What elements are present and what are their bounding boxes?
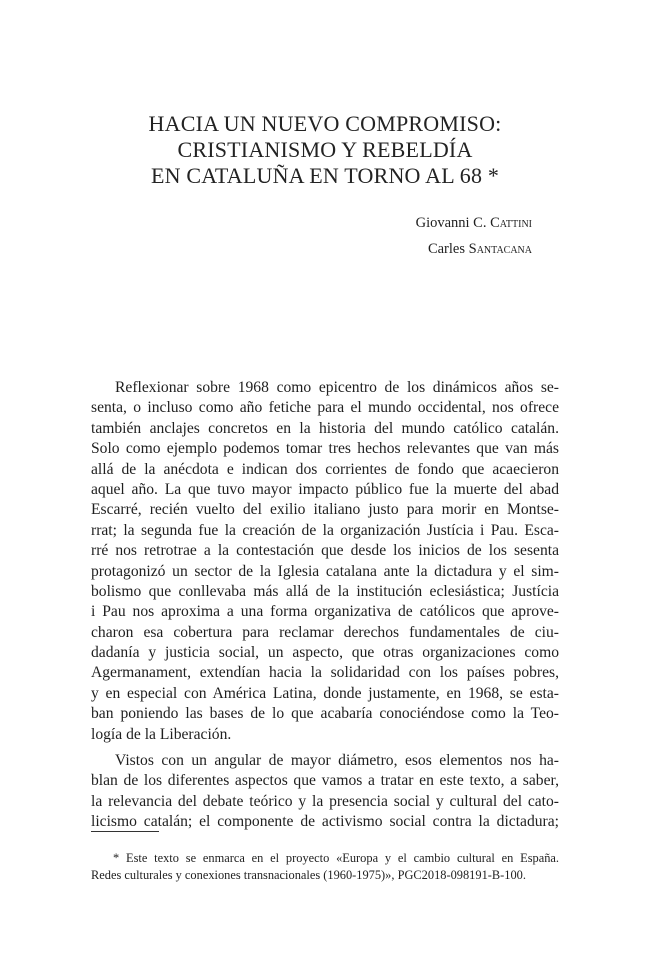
text-line: Agermanament, extendían hacia la solidaridad con los países pobres,: [91, 664, 559, 682]
title-line: CRISTIANISMO Y REBELDÍA: [177, 137, 473, 162]
text-line: la relevancia del debate teórico y la presencia social y cultural del cato-: [91, 792, 559, 810]
text-line: ban poniendo las bases de lo que acabaría conociéndose como la Teo-: [91, 705, 559, 723]
text-line: logía de la Liberación.: [91, 725, 232, 743]
footnote: [91, 850, 559, 884]
footnote-line: * Este texto se enmarca en el proyecto «Europa y el cambio cultural en España.: [113, 851, 559, 865]
paragraph: [91, 378, 559, 745]
footnote-line: Redes culturales y conexiones transnacionales (1960-1975)», PGC2018-098191-B-100.: [91, 868, 526, 882]
title-line: EN CATALUÑA EN TORNO AL 68 *: [150, 163, 500, 188]
paragraph: [91, 751, 559, 833]
text-line: Reflexionar sobre 1968 como epicentro de los dinámicos años se-: [115, 379, 559, 396]
text-line: rré nos retrotrae a la contestación que desde los inicios de los sesenta: [91, 542, 559, 560]
author-list: [416, 210, 532, 262]
article-title: [0, 111, 650, 189]
text-line: bolismo que conllevaba más allá de la institución eclesiástica; Justícia: [91, 582, 559, 600]
text-line: charon esa cobertura para reclamar derechos fundamentales de ciu-: [91, 623, 559, 641]
text-line: también anclajes concretos en la historia del mundo católico catalán.: [91, 419, 559, 437]
text-line: blan de los diferentes aspectos que vamos a tratar en este texto, a saber,: [91, 772, 559, 790]
text-line: Solo como ejemplo podemos tomar tres hechos relevantes que van más: [91, 440, 559, 458]
text-line: Vistos con un angular de mayor diámetro, esos elementos nos ha-: [115, 752, 559, 770]
text-line: protagonizó un sector de la Iglesia catalana ante la dictadura y el sim-: [91, 562, 559, 580]
title-line: HACIA UN NUEVO COMPROMISO:: [148, 111, 502, 136]
text-line: licismo catalán; el componente de activismo social contra la dictadura;: [91, 813, 559, 831]
text-line: Escarré, recién vuelto del exilio italiano justo para morir en Montse-: [91, 501, 559, 519]
footnote-divider: [91, 831, 159, 832]
text-line: aquel año. La que tuvo mayor impacto público fue la muerte del abad: [91, 480, 559, 498]
text-line: y en especial con América Latina, donde justamente, en 1968, se esta-: [91, 684, 559, 702]
body-text: [91, 378, 559, 833]
text-line: i Pau nos aproxima a una forma organizativa de católicos que aprove-: [91, 603, 559, 621]
author-name: Carles Santacana: [427, 241, 532, 257]
text-line: rrat; la segunda fue la creación de la organización Justícia i Pau. Esca-: [91, 521, 559, 539]
text-line: allá de la anécdota e indican dos corrientes de fondo que acaecieron: [91, 460, 559, 478]
author-name: Giovanni C. Cattini: [415, 215, 532, 231]
text-line: dadanía y justicia social, un aspecto, que otras organizaciones como: [91, 644, 559, 662]
text-line: senta, o incluso como año fetiche para el mundo occidental, nos ofrece: [91, 399, 559, 417]
